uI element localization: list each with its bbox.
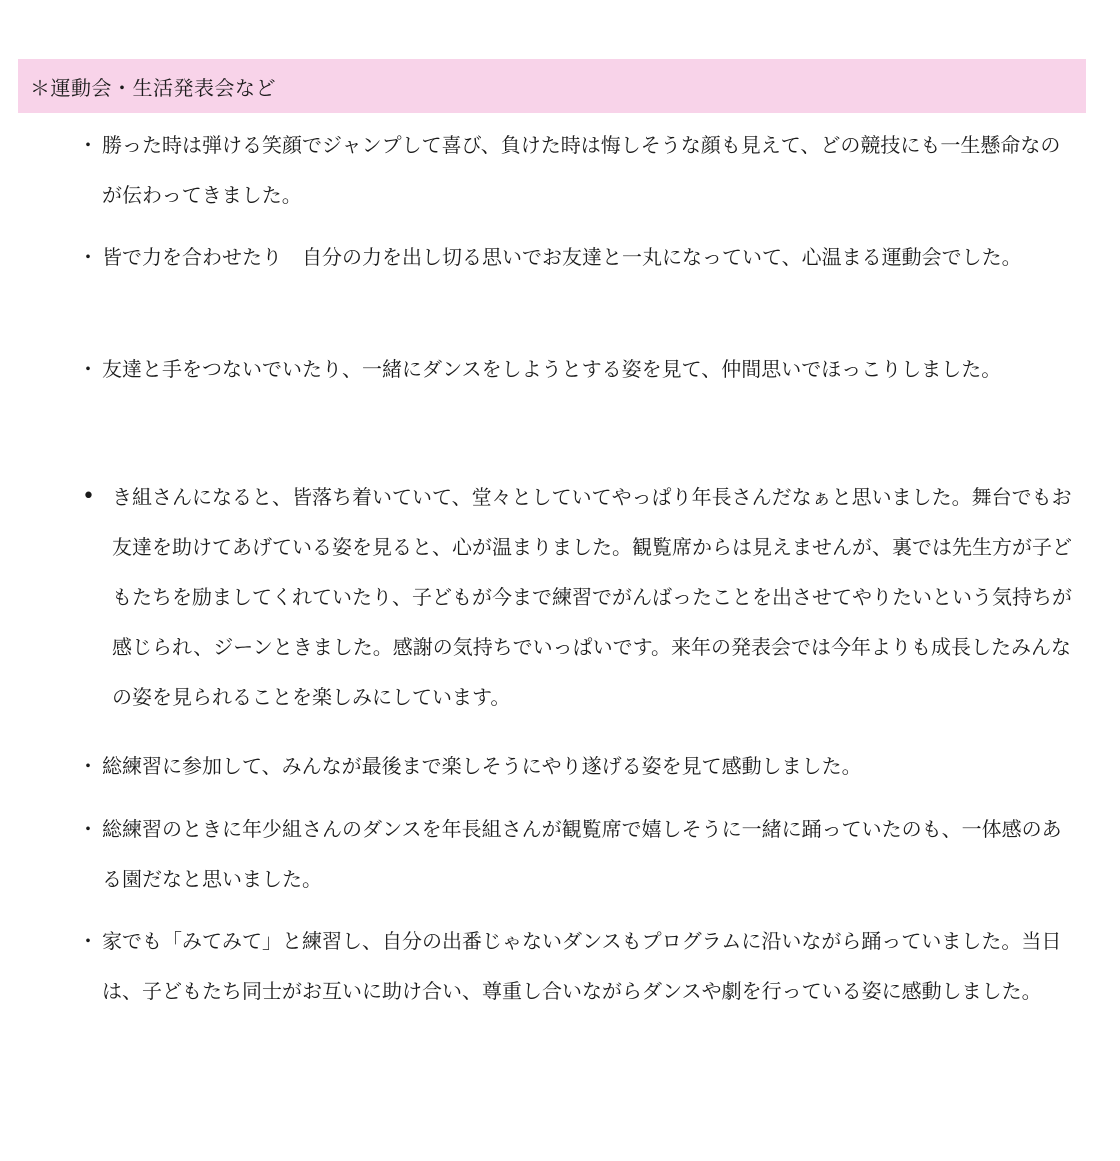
bullet-marker: ・	[78, 133, 98, 157]
bullet-marker: •	[82, 484, 95, 509]
bullet-marker: ・	[78, 929, 98, 953]
section-title: ＊運動会・生活発表会など	[30, 75, 276, 100]
bullet-marker: ・	[78, 754, 98, 778]
section-header	[18, 59, 1086, 113]
list-item-text: 皆で力を合わせたり 自分の力を出し切る思いでお友達と一丸になっていて、心温まる運動会でした。	[102, 245, 1022, 269]
list-item-text: 家でも「みてみて」と練習し、自分の出番じゃないダンスもプログラムに沿いながら踊っていました。当日は、子どもたち同士がお互いに助け合い、尊重し合いながらダンスや劇を行っている姿に感動しました。	[102, 929, 1062, 1003]
list-item-text: 友達と手をつないでいたり、一緒にダンスをしようとする姿を見て、仲間思いでほっこりしました。	[102, 357, 1002, 381]
bullet-marker: ・	[78, 817, 98, 841]
list-item-text: き組さんになると、皆落ち着いていて、堂々としていてやっぱり年長さんだなぁと思いました。舞台でもお友達を助けてあげている姿を見ると、心が温まりました。観覧席からは見えませんが、裏では先生方が子どもたちを励ましてくれていたり、子どもが今まで練習でがんばったことを出させてやりたいという気持ちが感じられ、ジーンときました。感謝の気持ちでいっぱいです。来年の発表会では今年よりも成長したみんなの姿を見られることを楽しみにしています。	[112, 485, 1072, 709]
list-item-text: 総練習に参加して、みんなが最後まで楽しそうにやり遂げる姿を見て感動しました。	[102, 754, 862, 778]
bullet-marker: ・	[78, 357, 98, 381]
list-item-text: 総練習のときに年少組さんのダンスを年長組さんが観覧席で嬉しそうに一緒に踊っていたのも、一体感のある園だなと思いました。	[102, 817, 1062, 891]
bullet-marker: ・	[78, 245, 98, 269]
list-item-text: 勝った時は弾ける笑顔でジャンプして喜び、負けた時は悔しそうな顔も見えて、どの競技にも一生懸命なのが伝わってきました。	[102, 133, 1061, 207]
